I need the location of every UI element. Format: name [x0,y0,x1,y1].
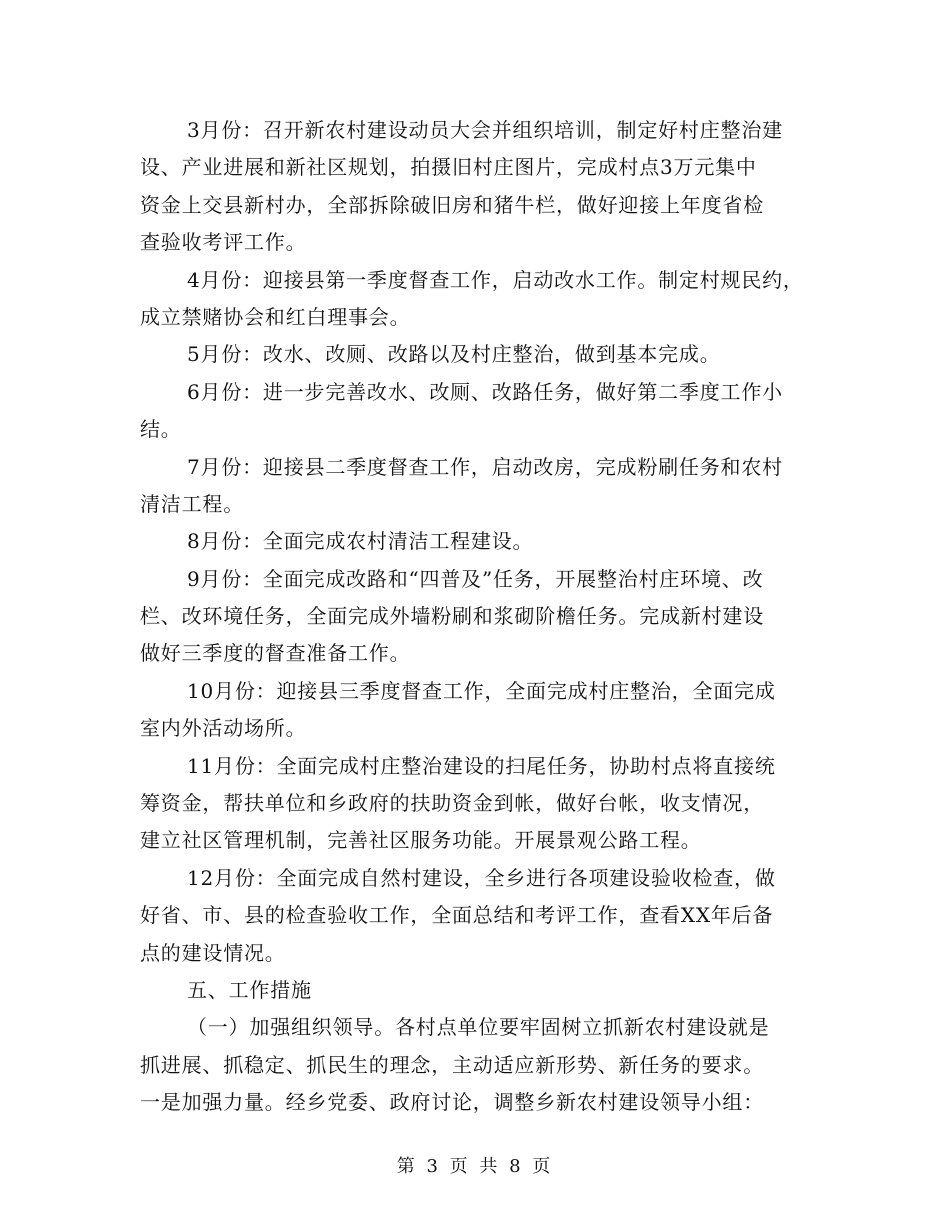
paragraph [140,860,830,972]
text-line: 5月份：改水、改厕、改路以及村庄整治，做到基本完成。 [187,342,721,367]
text-line: 结。 [140,417,182,442]
paragraph [140,374,830,449]
paragraph [140,561,830,673]
text-line: 设、产业进展和新社区规划，拍摄旧村庄图片，完成村点3万元集中 [140,155,757,180]
text-line: 栏、改环境任务，全面完成外墙粉刷和浆砌阶檐任务。完成新村建设 [140,604,764,629]
paragraph [140,262,830,337]
text-line: 4月份：迎接县第一季度督查工作，启动改水工作。制定村规民约， [187,267,804,292]
text-line: 3月份：召开新农村建设动员大会并组织培训，制定好村庄整治建 [187,118,783,142]
text-line: 一是加强力量。经乡党委、政府讨论，调整乡新农村建设领导小组： [140,1090,764,1115]
paragraph [140,1009,830,1121]
paragraph [140,336,830,373]
text-line: 点的建设情况。 [140,940,286,965]
text-line: 筹资金，帮扶单位和乡政府的扶助资金到帐，做好台帐，收支情况， [140,791,764,816]
text-line: 11月份：全面完成村庄整治建设的扫尾任务，协助村点将直接统 [187,753,776,778]
page-footer: 第 3 页 共 8 页 [396,1156,554,1177]
text-line: 抓进展、抓稳定、抓民生的理念，主动适应新形势、新任务的要求。 [140,1052,764,1077]
paragraph [140,523,830,560]
text-line: 成立禁赌协会和红白理事会。 [140,304,411,329]
paragraph [140,112,830,262]
paragraph [140,748,830,860]
text-line: 12月份：全面完成自然村建设，全乡进行各项建设验收检查，做 [187,865,776,890]
text-line: 6月份：进一步完善改水、改厕、改路任务，做好第二季度工作小 [187,379,783,404]
text-line: 清洁工程。 [140,491,244,516]
text-line: 查验收考评工作。 [140,230,307,255]
text-line: 五、工作措施 [187,977,312,1002]
text-line: 资金上交县新村办，全部拆除破旧房和猪牛栏，做好迎接上年度省检 [140,192,764,217]
document-body [140,112,830,1122]
paragraph [140,449,830,524]
text-line: 做好三季度的督查准备工作。 [140,641,411,666]
text-line: 8月份：全面完成农村清洁工程建设。 [187,529,534,554]
text-line: 7月份：迎接县二季度督查工作，启动改房，完成粉刷任务和农村 [187,454,783,479]
text-line: 9月份：全面完成改路和“四普及”任务，开展整治村庄环境、改 [187,566,764,591]
text-line: 室内外活动场所。 [140,716,307,741]
paragraph [140,673,830,748]
text-line: 好省、市、县的检查验收工作，全面总结和考评工作，查看XX年后备 [140,903,774,928]
paragraph [140,972,830,1009]
text-line: 建立社区管理机制，完善社区服务功能。开展景观公路工程。 [140,828,702,853]
text-line: 10月份：迎接县三季度督查工作，全面完成村庄整治，全面完成 [187,678,776,703]
text-line: （一）加强组织领导。各村点单位要牢固树立抓新农村建设就是 [187,1015,770,1040]
